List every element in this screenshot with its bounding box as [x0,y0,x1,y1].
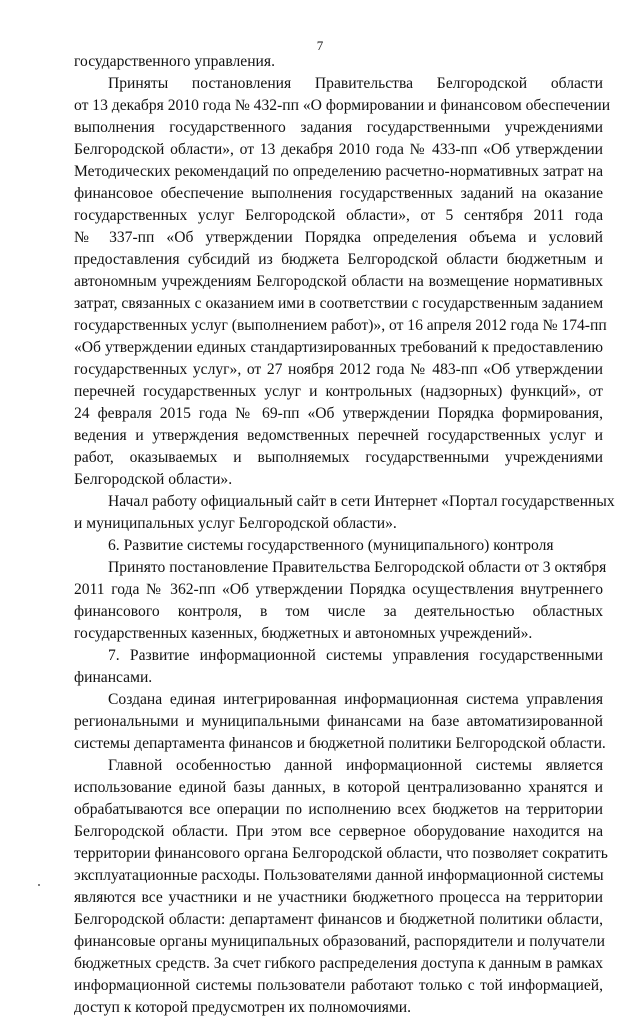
text-line: Начал работу официальный сайт в сети Интернет «Портал государственных [108,493,615,510]
text-line: перечней государственных услуг и контрольных (надзорных) функций», от [74,383,603,400]
text-line: Белгородской области». [74,471,233,488]
text-line: ведения и утверждения ведомственных перечней государственных услуг и [74,427,603,444]
text-line: доступ к которой предусмотрен их полномочиями. [74,999,412,1016]
text-line: являются все участники и не участники бюджетного процесса на территории [74,889,603,906]
text-line: № 337-пп «Об утверждении Порядка определения объема и условий [74,229,603,246]
text-line: Создана единая интегрированная информационная система управления [108,691,603,708]
text-line: территории финансового органа Белгородской области, что позволяет сократить [74,845,608,862]
text-line: государственных услуг», от 27 ноября 2012 года № 483-пп «Об утверждении [74,361,603,378]
text-line: от 13 декабря 2010 года № 432-пп «О формировании и финансовом обеспечении [74,97,611,114]
text-line: затрат, связанных с оказанием ими в соответствии с государственным заданием [74,295,604,312]
text-line: выполнения государственного задания государственными учреждениями [74,119,603,136]
text-line: государственных услуг Белгородской области», от 5 сентября 2011 года [74,207,603,224]
text-line: бюджетных средств. За счет гибкого распределения доступа к данным в рамках [74,955,604,972]
text-line: эксплуатационные расходы. Пользователями данной информационной системы [74,867,604,884]
text-line: и муниципальных услуг Белгородской области». [74,515,397,532]
text-line: Главной особенностью данной информационной системы является [108,757,603,774]
text-line: 7. Развитие информационной системы управления государственными [108,647,603,664]
page-number: 7 [316,38,324,53]
text-line: обрабатываются все операции по исполнению всех бюджетов на территории [74,801,603,818]
text-line: Приняты постановления Правительства Белгородской области [108,75,603,92]
text-line: финансовые органы муниципальных образований, распорядители и получатели [74,933,605,950]
text-line: работ, оказываемых и выполняемых государственными учреждениями [74,449,603,466]
text-line: финансовое обеспечение выполнения государственных заданий на оказание [74,185,603,202]
text-line: региональными и муниципальными финансами на базе автоматизированной [74,713,603,730]
text-line: государственного управления. [74,53,275,70]
text-line: Принято постановление Правительства Белгородской области от 3 октября [108,559,607,576]
text-line: государственных услуг (выполнением работ)», от 16 апреля 2012 года № 174-пп [74,317,607,334]
text-line: Белгородской области», от 13 декабря 2010 года № 433-пп «Об утверждении [74,141,603,158]
scan-speck [38,884,40,886]
text-line: финансового контроля, в том числе за деятельностью областных [74,603,603,620]
text-line: Белгородской области. При этом все серверное оборудование находится на [74,823,603,840]
text-line: использование единой базы данных, в которой централизованно хранятся и [74,779,603,796]
text-line: финансами. [74,669,153,686]
text-line: 6. Развитие системы государственного (муниципального) контроля [108,537,554,554]
text-line: автономным учреждениям Белгородской области на возмещение нормативных [74,273,603,290]
text-line: 24 февраля 2015 года № 69-пп «Об утверждении Порядка формирования, [74,405,603,422]
text-line: Методических рекомендаций по определению расчетно-нормативных затрат на [74,163,603,180]
text-line: государственных казенных, бюджетных и автономных учреждений». [74,625,533,642]
text-line: «Об утверждении единых стандартизированных требований к предоставлению [74,339,603,356]
text-line: информационной системы пользователи работают только с той информацией, [74,977,603,994]
text-line: Белгородской области: департамент финансов и бюджетной политики области, [74,911,603,928]
text-line: системы департамента финансов и бюджетной политики Белгородской области. [74,735,606,752]
text-line: предоставления субсидий из бюджета Белгородской области бюджетным и [74,251,603,268]
text-line: 2011 года № 362-пп «Об утверждении Порядка осуществления внутреннего [74,581,603,598]
document-body [74,51,615,1019]
